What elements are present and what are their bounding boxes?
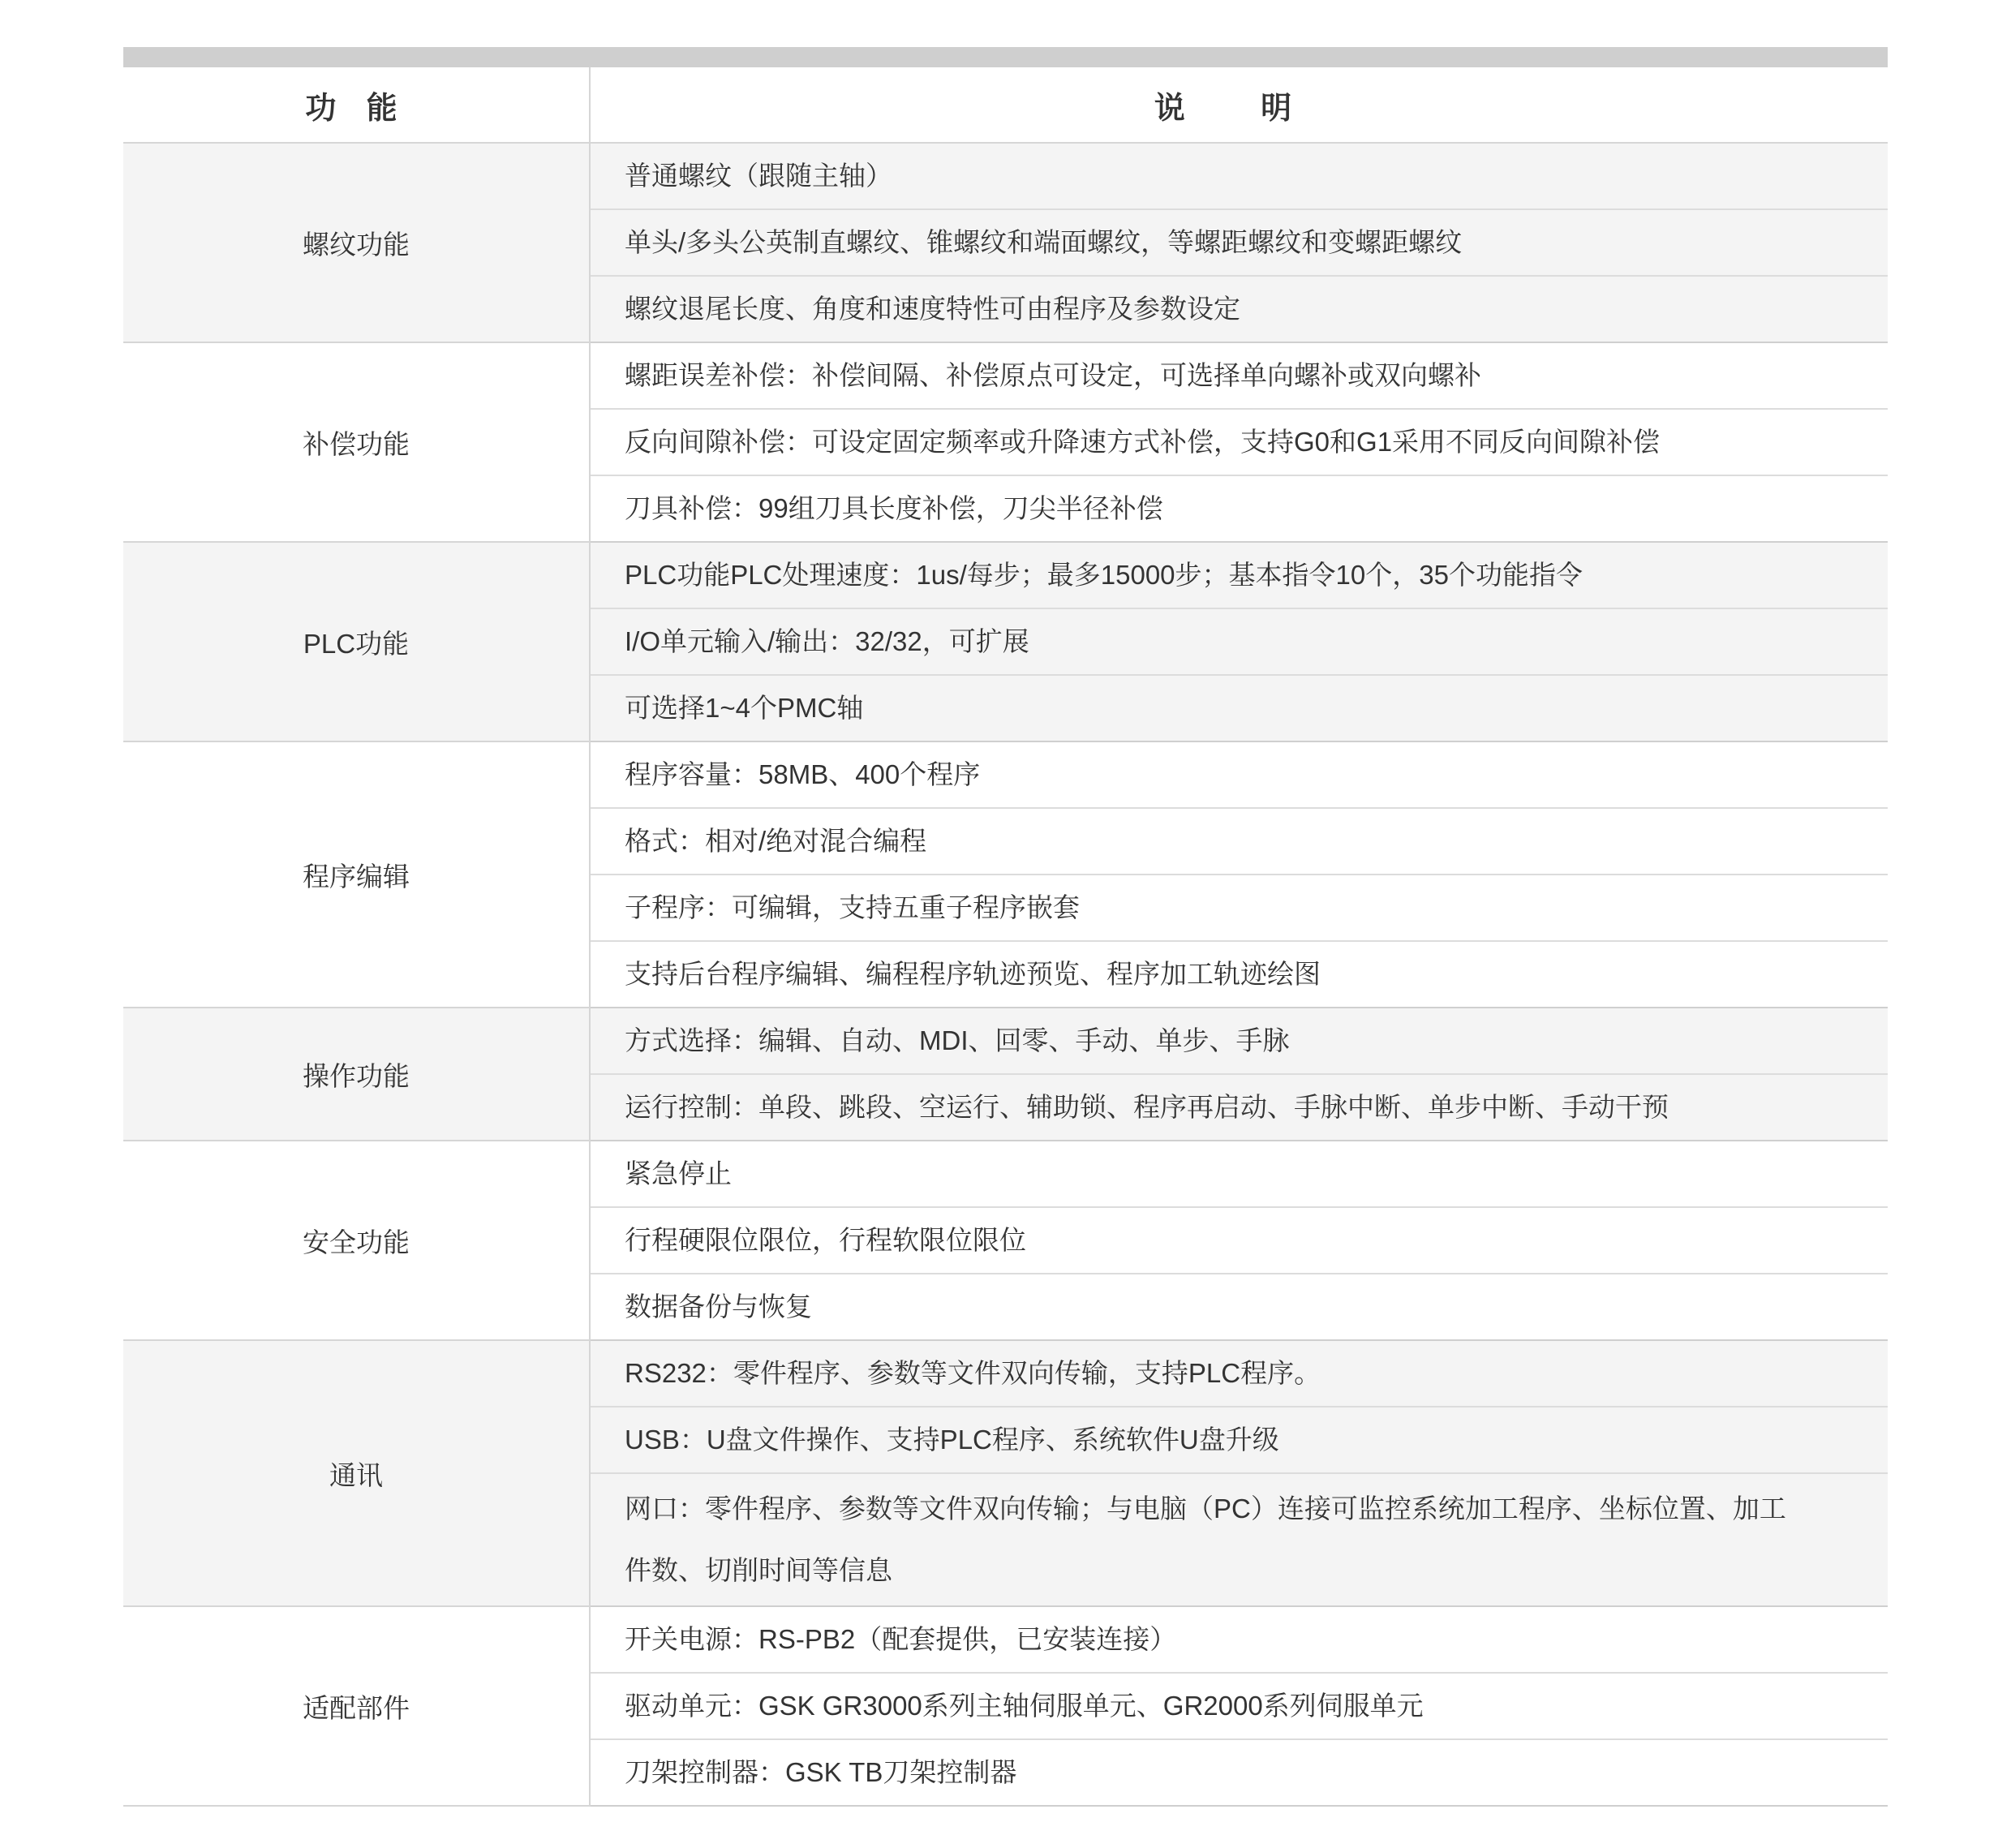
table-row: [123, 143, 1888, 209]
table-header-row: [123, 67, 1888, 143]
description-cell: 可选择1~4个PMC轴: [590, 675, 1888, 741]
function-name: 螺纹功能: [123, 143, 590, 342]
description-cell: 行程硬限位限位，行程软限位限位: [590, 1207, 1888, 1274]
header-description: 说 明: [590, 67, 1888, 143]
table-top-bar: [123, 47, 1888, 67]
description-cell: RS232：零件程序、参数等文件双向传输，支持PLC程序。: [590, 1340, 1888, 1407]
group-safety: [123, 1141, 1888, 1340]
description-text: 网口：零件程序、参数等文件双向传输；与电脑（PC）连接可监控系统加工程序、坐标位置、加工件数、切削时间等信息: [625, 1493, 1786, 1585]
description-cell: 单头/多头公英制直螺纹、锥螺纹和端面螺纹，等螺距螺纹和变螺距螺纹: [590, 209, 1888, 276]
description-cell: 螺纹退尾长度、角度和速度特性可由程序及参数设定: [590, 276, 1888, 342]
table-row: [123, 1606, 1888, 1673]
description-cell: 紧急停止: [590, 1141, 1888, 1207]
description-cell: 驱动单元：GSK GR3000系列主轴伺服单元、GR2000系列伺服单元: [590, 1673, 1888, 1739]
description-cell: 螺距误差补偿：补偿间隔、补偿原点可设定，可选择单向螺补或双向螺补: [590, 342, 1888, 409]
description-cell: 运行控制：单段、跳段、空运行、辅助锁、程序再启动、手脉中断、单步中断、手动干预: [590, 1074, 1888, 1141]
table-row: [123, 1340, 1888, 1407]
description-cell: PLC功能PLC处理速度：1us/每步；最多15000步；基本指令10个，35个功能指令: [590, 542, 1888, 608]
description-cell: 普通螺纹（跟随主轴）: [590, 143, 1888, 209]
description-cell: 格式：相对/绝对混合编程: [590, 808, 1888, 875]
description-cell: 数据备份与恢复: [590, 1274, 1888, 1340]
description-cell: I/O单元输入/输出：32/32，可扩展: [590, 608, 1888, 675]
description-cell: 程序容量：58MB、400个程序: [590, 741, 1888, 808]
table-row: [123, 1141, 1888, 1207]
table-row: [123, 1008, 1888, 1074]
description-cell: 方式选择：编辑、自动、MDI、回零、手动、单步、手脉: [590, 1008, 1888, 1074]
group-adapted-parts: [123, 1606, 1888, 1806]
description-cell: 开关电源：RS-PB2（配套提供，已安装连接）: [590, 1606, 1888, 1673]
group-communication: [123, 1340, 1888, 1606]
function-name: PLC功能: [123, 542, 590, 741]
spec-table: [123, 67, 1888, 1807]
group-program-edit: [123, 741, 1888, 1008]
description-cell: 反向间隙补偿：可设定固定频率或升降速方式补偿，支持G0和G1采用不同反向间隙补偿: [590, 409, 1888, 475]
group-thread: [123, 143, 1888, 342]
header-function: 功 能: [123, 67, 590, 143]
function-name: 补偿功能: [123, 342, 590, 542]
group-compensation: [123, 342, 1888, 542]
function-name: 操作功能: [123, 1008, 590, 1141]
function-name: 适配部件: [123, 1606, 590, 1806]
description-cell: USB：U盘文件操作、支持PLC程序、系统软件U盘升级: [590, 1407, 1888, 1473]
description-cell: 子程序：可编辑，支持五重子程序嵌套: [590, 875, 1888, 941]
table-row: [123, 741, 1888, 808]
function-name: 通讯: [123, 1340, 590, 1606]
function-name: 程序编辑: [123, 741, 590, 1008]
group-operation: [123, 1008, 1888, 1141]
description-cell: [590, 1473, 1888, 1606]
description-cell: 刀架控制器：GSK TB刀架控制器: [590, 1739, 1888, 1806]
table-row: [123, 342, 1888, 409]
description-cell: 刀具补偿：99组刀具长度补偿，刀尖半径补偿: [590, 475, 1888, 542]
table-row: [123, 542, 1888, 608]
description-cell: 支持后台程序编辑、编程程序轨迹预览、程序加工轨迹绘图: [590, 941, 1888, 1008]
group-plc: [123, 542, 1888, 741]
function-name: 安全功能: [123, 1141, 590, 1340]
